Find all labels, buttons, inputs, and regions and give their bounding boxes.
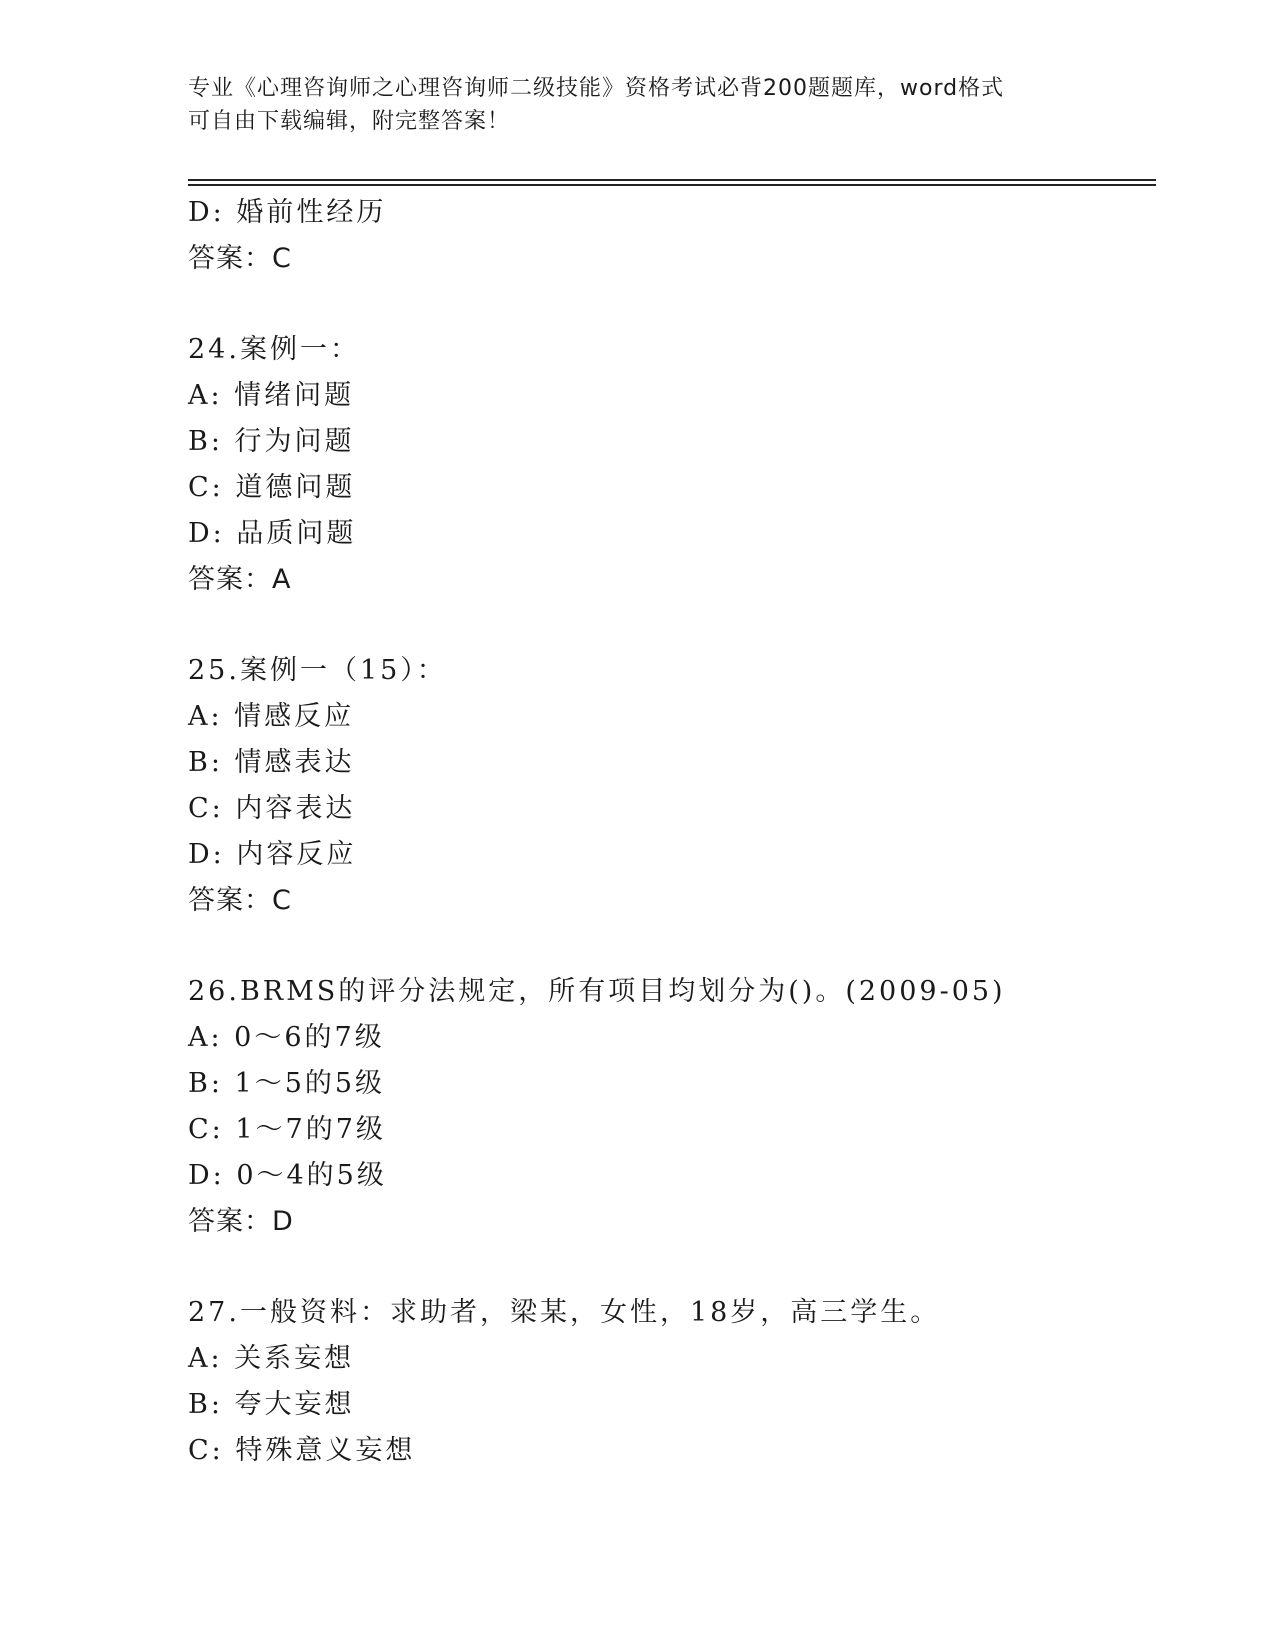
option-b: B: 行为问题	[188, 426, 355, 457]
option-a: A: 情感反应	[188, 701, 355, 732]
spacer	[188, 1245, 1156, 1290]
document-header	[188, 72, 1088, 138]
question-text: 26.BRMS的评分法规定，所有项目均划分为()。(2009-05)	[188, 976, 1006, 1007]
option-b: B: 1～5的5级	[188, 1068, 386, 1099]
spacer	[188, 924, 1156, 969]
option-b: B: 夸大妄想	[188, 1389, 355, 1420]
question-list	[188, 190, 1156, 1474]
answer: 答案：C	[188, 243, 292, 274]
option-d: D: 0～4的5级	[188, 1160, 387, 1191]
option-c: C: 内容表达	[188, 793, 356, 824]
option-d: D: 品质问题	[188, 518, 357, 549]
option-d: D: 婚前性经历	[188, 197, 387, 228]
option-a: A: 0～6的7级	[188, 1022, 385, 1053]
answer: 答案：D	[188, 1206, 294, 1237]
option-c: C: 道德问题	[188, 472, 356, 503]
question-text: 25.案例一（15）：	[188, 655, 447, 686]
header-line-2: 可自由下载编辑，附完整答案！	[188, 109, 511, 134]
header-divider-top	[188, 179, 1156, 181]
question-block-24	[188, 327, 1156, 603]
question-block-25	[188, 648, 1156, 924]
spacer	[188, 282, 1156, 327]
option-b: B: 情感表达	[188, 747, 355, 778]
spacer	[188, 603, 1156, 648]
answer: 答案：A	[188, 564, 292, 595]
option-a: A: 关系妄想	[188, 1343, 355, 1374]
question-block-27	[188, 1290, 1156, 1474]
question-text: 24.案例一：	[188, 334, 360, 365]
option-c: C: 1～7的7级	[188, 1114, 386, 1145]
option-a: A: 情绪问题	[188, 380, 355, 411]
question-block-23	[188, 190, 1156, 282]
question-block-26	[188, 969, 1156, 1245]
header-divider-bottom	[188, 184, 1156, 186]
option-c: C: 特殊意义妄想	[188, 1435, 416, 1466]
question-text: 27.一般资料：求助者，梁某，女性，18岁，高三学生。	[188, 1297, 941, 1328]
option-d: D: 内容反应	[188, 839, 357, 870]
header-line-1: 专业《心理咨询师之心理咨询师二级技能》资格考试必背200题题库，word格式	[188, 76, 1005, 101]
answer: 答案：C	[188, 885, 292, 916]
